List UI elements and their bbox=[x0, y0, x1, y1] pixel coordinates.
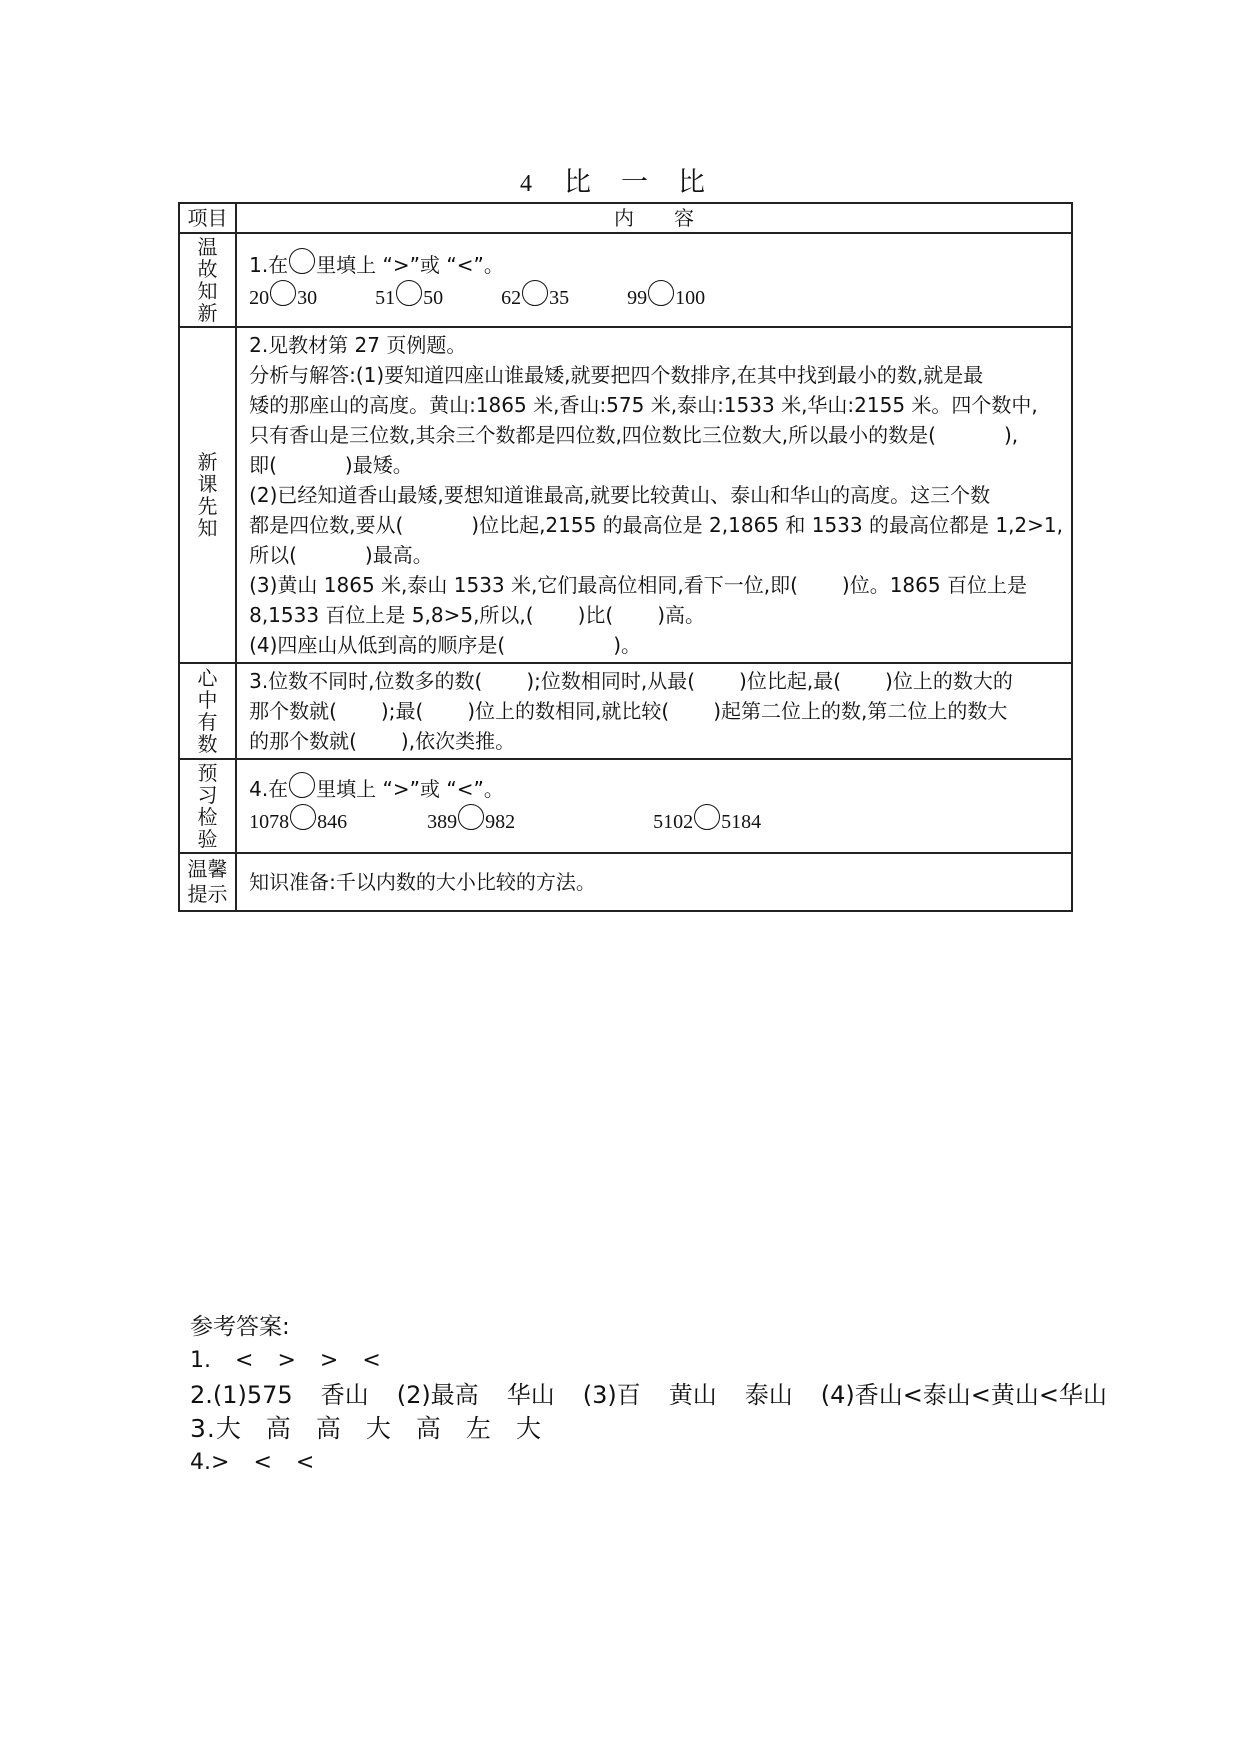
worksheet-table bbox=[178, 202, 1073, 912]
compare-pairs: 20 30 51 50 62 35 99 100 bbox=[249, 280, 1063, 313]
circle-icon[interactable] bbox=[270, 280, 296, 306]
answer-3: 3.大 高 高 大 高 左 大 bbox=[190, 1414, 542, 1443]
row-label: 新 课 先 知 bbox=[179, 327, 236, 663]
row-tips bbox=[179, 853, 1072, 911]
row-content bbox=[236, 233, 1072, 327]
circle-icon[interactable] bbox=[396, 280, 422, 306]
question-4: 4.在 里填上 “>”或 “<”。 bbox=[249, 772, 1063, 804]
compare-pairs: 1078 846 389 982 5102 5184 bbox=[249, 804, 1063, 837]
row-label: 温馨 提示 bbox=[179, 853, 236, 911]
row-review bbox=[179, 233, 1072, 327]
row-new-lesson bbox=[179, 327, 1072, 663]
header-content: 内 容 bbox=[236, 203, 1072, 233]
circle-icon[interactable] bbox=[694, 804, 720, 830]
answer-1: 1. < > > < bbox=[190, 1348, 381, 1373]
table-header-row bbox=[179, 203, 1072, 233]
circle-icon[interactable] bbox=[648, 280, 674, 306]
row-preview-check bbox=[179, 759, 1072, 853]
header-item: 项目 bbox=[179, 203, 236, 233]
row-content: 知识准备:千以内数的大小比较的方法。 bbox=[236, 853, 1072, 911]
question-1: 1.在 里填上 “>”或 “<”。 bbox=[249, 248, 1063, 280]
circle-icon[interactable] bbox=[289, 772, 315, 798]
lesson-number: 4 bbox=[520, 171, 534, 197]
row-label: 预 习 检 验 bbox=[179, 759, 236, 853]
circle-icon[interactable] bbox=[289, 248, 315, 274]
row-label: 心 中 有 数 bbox=[179, 663, 236, 759]
answer-4: 4.> < < bbox=[190, 1450, 315, 1475]
row-content: 2.见教材第 27 页例题。 分析与解答:(1)要知道四座山谁最矮,就要把四个数排序,在其中找到最小的数,就是最 矮的那座山的高度。黄山:1865 米,香山:575 米,泰山:1533 米,华山:2155 米。四个数中, 只有香山是三位数,其余三个数都是四位数,四位数比三位数大,所以最小的数是( ), 即( )最矮。 (2)已经知道香山最矮,要想知道谁最高,就要比较黄山、泰山和华山的高度。这三个数 都是四位数,要从( )位比起,2155 的最高位是 2,1865 和 1533 的最高位都是 1,2>1, 所以( )最高。 (3)黄山 1865 米,泰山 1533 米,它们最高位相同,看下一位,即( )位。1865 百位上是 8,1533 百位上是 5,8>5,所以,( )比( )高。 (4)四座山从低到高的顺序是( )。 bbox=[236, 327, 1072, 663]
circle-icon[interactable] bbox=[522, 280, 548, 306]
row-label: 温 故 知 新 bbox=[179, 233, 236, 327]
answer-heading: 参考答案: bbox=[190, 1314, 290, 1340]
page-title: 4 比 一 比 bbox=[520, 167, 707, 198]
row-content: 3.位数不同时,位数多的数( );位数相同时,从最( )位比起,最( )位上的数大的 那个数就( );最( )位上的数相同,就比较( )起第二位上的数,第二位上的数大 的那个数就( ),依次类推。 bbox=[236, 663, 1072, 759]
answer-key bbox=[190, 1310, 1107, 1480]
circle-icon[interactable] bbox=[290, 804, 316, 830]
answer-2: 2.(1)575 香山 (2)最高 华山 (3)百 黄山 泰山 (4)香山<泰山<黄山<华山 bbox=[190, 1381, 1108, 1409]
row-key-points bbox=[179, 663, 1072, 759]
row-content bbox=[236, 759, 1072, 853]
circle-icon[interactable] bbox=[458, 804, 484, 830]
